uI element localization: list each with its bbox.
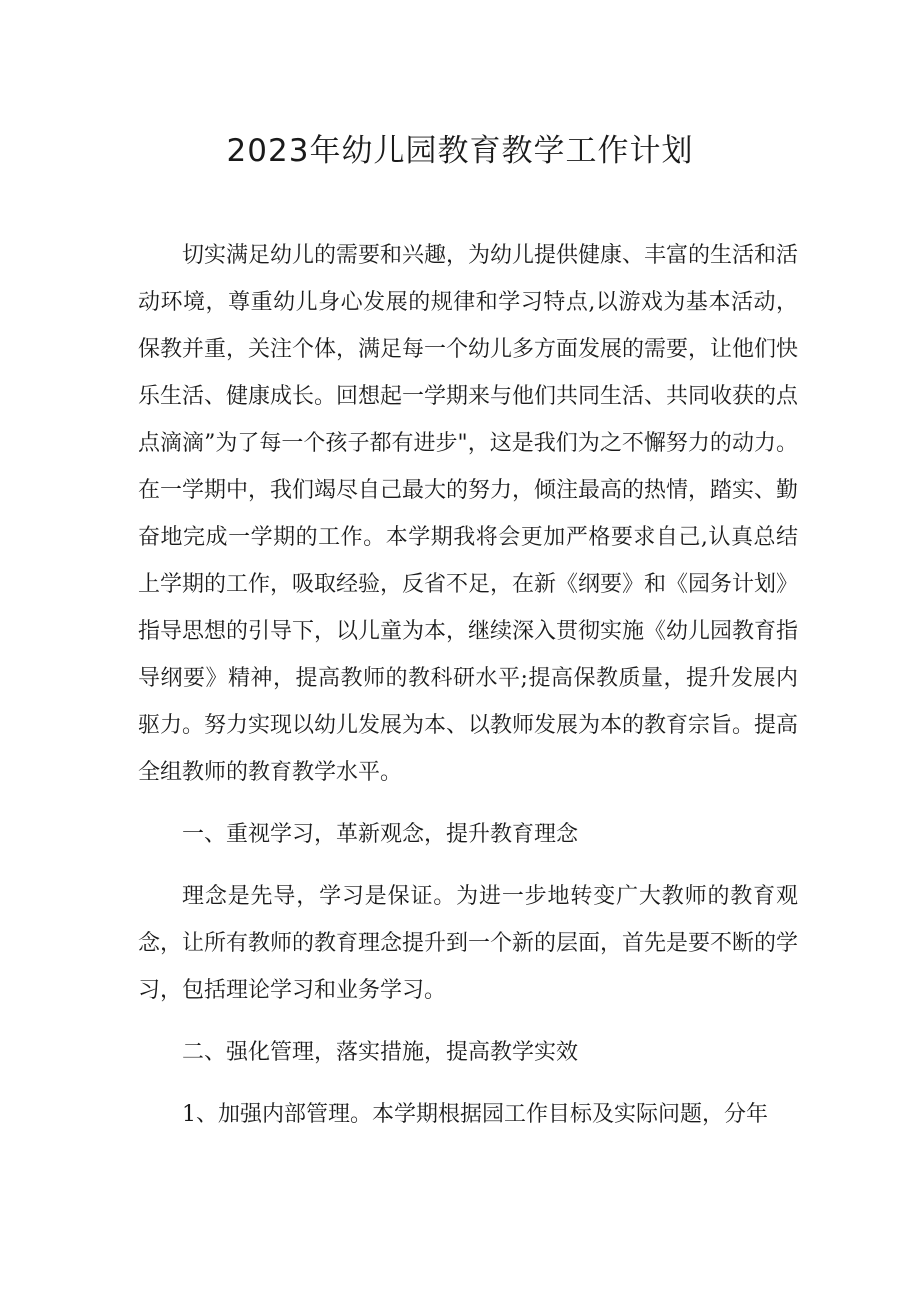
- paragraph-intro: 切实满足幼儿的需要和兴趣，为幼儿提供健康、丰富的生活和活动环境，尊重幼儿身心发展的规律和学习特点,以游戏为基本活动，保教并重，关注个体，满足每一个幼儿多方面发展的需要，让他们快乐生活、健康成长。回想起一学期来与他们共同生活、共同收获的点点滴滴”为了每一个孩子都有进步"，这是我们为之不懈努力的动力。在一学期中，我们竭尽自己最大的努力，倾注最高的热情，踏实、勤奋地完成一学期的工作。本学期我将会更加严格要求自己,认真总结上学期的工作，吸取经验，反省不足，在新《纲要》和《园务计划》指导思想的引导下，以儿童为本，继续深入贯彻实施《幼儿园教育指导纲要》精神，提高教师的教科研水平;提高保教质量，提升发展内驱力。努力实现以幼儿发展为本、以教师发展为本的教育宗旨。提高全组教师的教育教学水平。: [138, 243, 799, 785]
- document-body: [138, 232, 798, 1138]
- section-heading-1: 一、重视学习，革新观念，提升教育理念: [182, 822, 579, 847]
- section-heading-2: 二、强化管理，落实措施，提高教学实效: [182, 1040, 579, 1065]
- page-title: 2023年幼儿园教育教学工作计划: [226, 133, 694, 169]
- paragraph-section-1: 理念是先导，学习是保证。为进一步地转变广大教师的教育观念，让所有教师的教育理念提升到一个新的层面，首先是要不断的学习，包括理论学习和业务学习。: [138, 884, 799, 1003]
- paragraph-section-2-item-1: 1、加强内部管理。本学期根据园工作目标及实际问题，分年: [182, 1102, 768, 1127]
